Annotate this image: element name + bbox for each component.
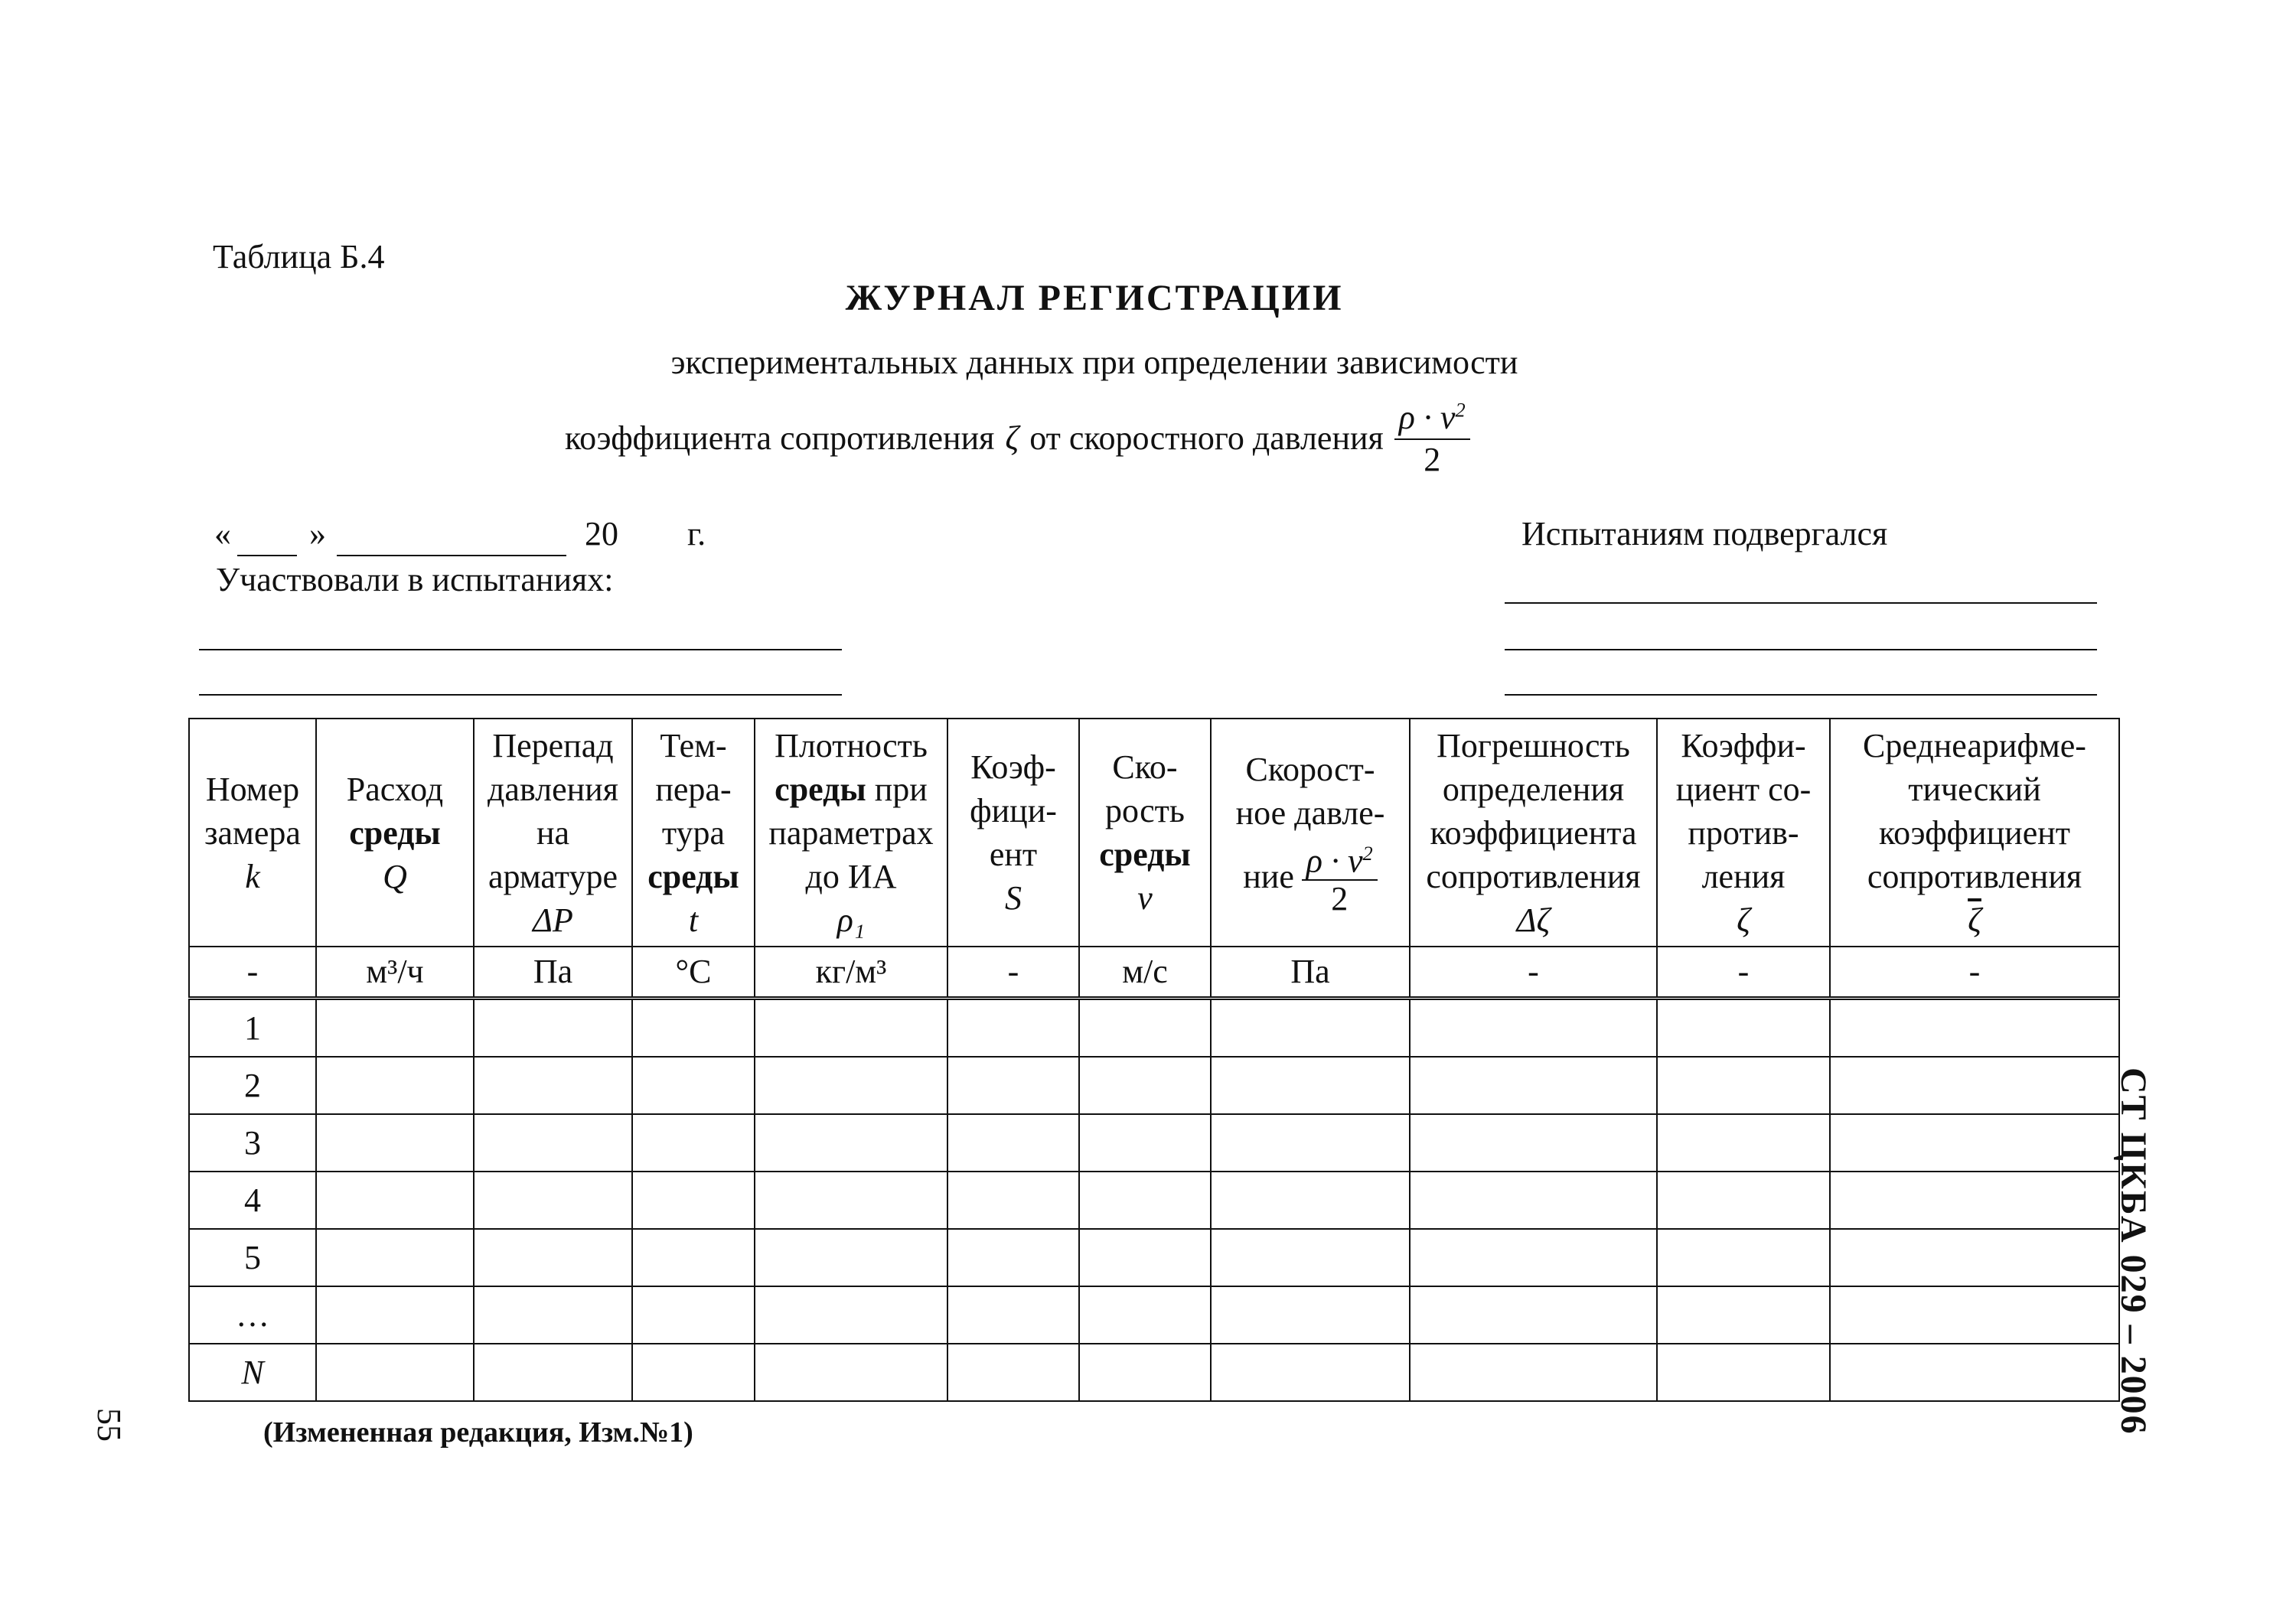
entry-cell[interactable] xyxy=(1079,1057,1211,1114)
entry-cell[interactable] xyxy=(947,1172,1079,1229)
entry-cell[interactable] xyxy=(1079,1344,1211,1401)
row-number: 5 xyxy=(189,1229,316,1286)
table-row xyxy=(189,1172,2119,1229)
header-measurement-number: Номер замера k xyxy=(189,719,316,947)
subtitle-line-1: экспериментальных данных при определении зависимости xyxy=(670,344,1518,381)
zeta-symbol: ζ xyxy=(1005,419,1019,458)
entry-cell[interactable] xyxy=(632,1344,755,1401)
entry-cell[interactable] xyxy=(1657,1114,1830,1172)
participants-label: Участвовали в испытаниях: xyxy=(216,561,614,598)
entry-cell[interactable] xyxy=(755,999,947,1058)
entry-cell[interactable] xyxy=(947,1057,1079,1114)
subtitle-line-2 xyxy=(565,398,1470,481)
entry-cell[interactable] xyxy=(1211,1057,1410,1114)
entry-cell[interactable] xyxy=(632,1114,755,1172)
fraction-denominator: 2 xyxy=(1424,440,1441,478)
revision-note: (Измененная редакция, Изм.№1) xyxy=(263,1416,693,1449)
entry-cell[interactable] xyxy=(632,1057,755,1114)
fraction-exponent: 2 xyxy=(1455,398,1466,422)
entry-cell[interactable] xyxy=(1410,999,1657,1058)
units-row xyxy=(189,947,2119,999)
tested-blank-1 xyxy=(1505,602,2097,604)
subtitle-prefix: коэффициента сопротивления xyxy=(565,419,995,458)
header-coefficient-s: Коэф- фици- ент S xyxy=(947,719,1079,947)
entry-cell[interactable] xyxy=(1211,999,1410,1058)
tested-blank-2 xyxy=(1505,649,2097,650)
entry-cell[interactable] xyxy=(474,999,632,1058)
entry-cell[interactable] xyxy=(1830,999,2119,1058)
unit-cell: Па xyxy=(474,947,632,999)
entry-cell[interactable] xyxy=(1211,1114,1410,1172)
entry-cell[interactable] xyxy=(1830,1172,2119,1229)
entry-cell[interactable] xyxy=(474,1114,632,1172)
entry-cell[interactable] xyxy=(1657,999,1830,1058)
unit-cell: кг/м³ xyxy=(755,947,947,999)
tested-blank-3 xyxy=(1505,694,2097,696)
table-row xyxy=(189,1286,2119,1344)
table-row xyxy=(189,1344,2119,1401)
entry-cell[interactable] xyxy=(316,1057,474,1114)
page-number: 55 xyxy=(90,1408,128,1442)
entry-cell[interactable] xyxy=(755,1057,947,1114)
date-close-quote: » xyxy=(309,515,326,552)
participant-blank-1 xyxy=(199,649,842,650)
entry-cell[interactable] xyxy=(316,1229,474,1286)
entry-cell[interactable] xyxy=(947,1114,1079,1172)
entry-cell[interactable] xyxy=(947,999,1079,1058)
entry-cell[interactable] xyxy=(632,1172,755,1229)
header-fraction: $\frac{\rho \cdot v^2}{2}$ xyxy=(1302,835,1378,918)
entry-cell[interactable] xyxy=(632,1286,755,1344)
entry-cell[interactable] xyxy=(1079,1229,1211,1286)
entry-cell[interactable] xyxy=(1211,1286,1410,1344)
entry-cell[interactable] xyxy=(1410,1286,1657,1344)
unit-cell: - xyxy=(1657,947,1830,999)
entry-cell[interactable] xyxy=(1410,1057,1657,1114)
entry-cell[interactable] xyxy=(316,1286,474,1344)
entry-cell[interactable] xyxy=(1211,1229,1410,1286)
entry-cell[interactable] xyxy=(1211,1344,1410,1401)
entry-cell[interactable] xyxy=(316,1344,474,1401)
entry-cell[interactable] xyxy=(474,1229,632,1286)
header-row xyxy=(189,719,2119,947)
table-row xyxy=(189,1229,2119,1286)
entry-cell[interactable] xyxy=(1079,1172,1211,1229)
entry-cell[interactable] xyxy=(755,1286,947,1344)
unit-cell: - xyxy=(1830,947,2119,999)
row-number: N xyxy=(189,1344,316,1401)
table-label: Таблица Б.4 xyxy=(213,238,385,275)
entry-cell[interactable] xyxy=(1410,1344,1657,1401)
fraction-numerator: ρ · v xyxy=(1398,399,1456,436)
entry-cell[interactable] xyxy=(947,1286,1079,1344)
unit-cell: - xyxy=(1410,947,1657,999)
header-velocity: Ско- рость среды v xyxy=(1079,719,1211,947)
entry-cell[interactable] xyxy=(1657,1229,1830,1286)
entry-cell[interactable] xyxy=(755,1114,947,1172)
date-month-blank xyxy=(337,555,566,556)
participant-blank-2 xyxy=(199,694,842,696)
row-number: … xyxy=(189,1286,316,1344)
entry-cell[interactable] xyxy=(755,1172,947,1229)
entry-cell[interactable] xyxy=(316,999,474,1058)
entry-cell[interactable] xyxy=(632,999,755,1058)
entry-cell[interactable] xyxy=(1830,1057,2119,1114)
table-row xyxy=(189,1057,2119,1114)
header-pressure-drop: Перепад давления на арматуре ΔP xyxy=(474,719,632,947)
entry-cell[interactable] xyxy=(316,1172,474,1229)
unit-cell: м³/ч xyxy=(316,947,474,999)
row-number: 1 xyxy=(189,999,316,1058)
header-velocity-pressure: Скорост- ное давле- ние $\frac{\rho \cdot v^2}{2}$ xyxy=(1211,719,1410,947)
entry-cell[interactable] xyxy=(1657,1057,1830,1114)
tested-label: Испытаниям подвергался xyxy=(1521,515,1888,552)
date-day-blank xyxy=(237,555,297,556)
unit-cell: Па xyxy=(1211,947,1410,999)
entry-cell[interactable] xyxy=(474,1344,632,1401)
velocity-pressure-fraction xyxy=(1394,398,1470,481)
entry-cell[interactable] xyxy=(1079,1114,1211,1172)
entry-cell[interactable] xyxy=(1211,1172,1410,1229)
header-temperature: Тем- пера- тура среды t xyxy=(632,719,755,947)
entry-cell[interactable] xyxy=(1410,1114,1657,1172)
entry-cell[interactable] xyxy=(1830,1286,2119,1344)
date-year: 20 xyxy=(585,515,618,552)
header-mean-coefficient: Среднеарифме- тический коэффициент сопротивления $\overline{\zeta}$ xyxy=(1830,719,2119,947)
entry-cell[interactable] xyxy=(474,1172,632,1229)
entry-cell[interactable] xyxy=(1079,1286,1211,1344)
entry-cell[interactable] xyxy=(316,1114,474,1172)
entry-cell[interactable] xyxy=(1830,1229,2119,1286)
entry-cell[interactable] xyxy=(474,1057,632,1114)
header-density: Плотность среды при параметрах до ИА ρ₁ xyxy=(755,719,947,947)
entry-cell[interactable] xyxy=(474,1286,632,1344)
header-resistance-coefficient: Коэффи- циент со- против- ления ζ xyxy=(1657,719,1830,947)
row-number: 3 xyxy=(189,1114,316,1172)
unit-cell: м/с xyxy=(1079,947,1211,999)
entry-cell[interactable] xyxy=(947,1344,1079,1401)
entry-cell[interactable] xyxy=(755,1344,947,1401)
journal-title: ЖУРНАЛ РЕГИСТРАЦИИ xyxy=(845,278,1344,318)
entry-cell[interactable] xyxy=(1657,1172,1830,1229)
header-error: Погрешность определения коэффициента сопротивления Δζ xyxy=(1410,719,1657,947)
unit-cell: - xyxy=(947,947,1079,999)
entry-cell[interactable] xyxy=(1410,1229,1657,1286)
subtitle-mid: от скоростного давления xyxy=(1029,419,1384,458)
entry-cell[interactable] xyxy=(1079,999,1211,1058)
entry-cell[interactable] xyxy=(1657,1344,1830,1401)
date-open-quote: « xyxy=(214,515,231,552)
document-code: СТ ЦКБА 029 – 2006 xyxy=(2113,1067,2154,1436)
journal-body xyxy=(189,999,2119,1402)
entry-cell[interactable] xyxy=(755,1229,947,1286)
entry-cell[interactable] xyxy=(1410,1172,1657,1229)
entry-cell[interactable] xyxy=(1830,1114,2119,1172)
row-number: 2 xyxy=(189,1057,316,1114)
header-flow-rate: Расход среды Q xyxy=(316,719,474,947)
journal-table xyxy=(188,718,2120,1402)
entry-cell[interactable] xyxy=(947,1229,1079,1286)
row-number: 4 xyxy=(189,1172,316,1229)
date-year-suffix: г. xyxy=(687,515,706,552)
table-row xyxy=(189,1114,2119,1172)
table-row xyxy=(189,999,2119,1058)
unit-cell: - xyxy=(189,947,316,999)
entry-cell[interactable] xyxy=(1657,1286,1830,1344)
entry-cell[interactable] xyxy=(1830,1344,2119,1401)
unit-cell: °С xyxy=(632,947,755,999)
entry-cell[interactable] xyxy=(632,1229,755,1286)
